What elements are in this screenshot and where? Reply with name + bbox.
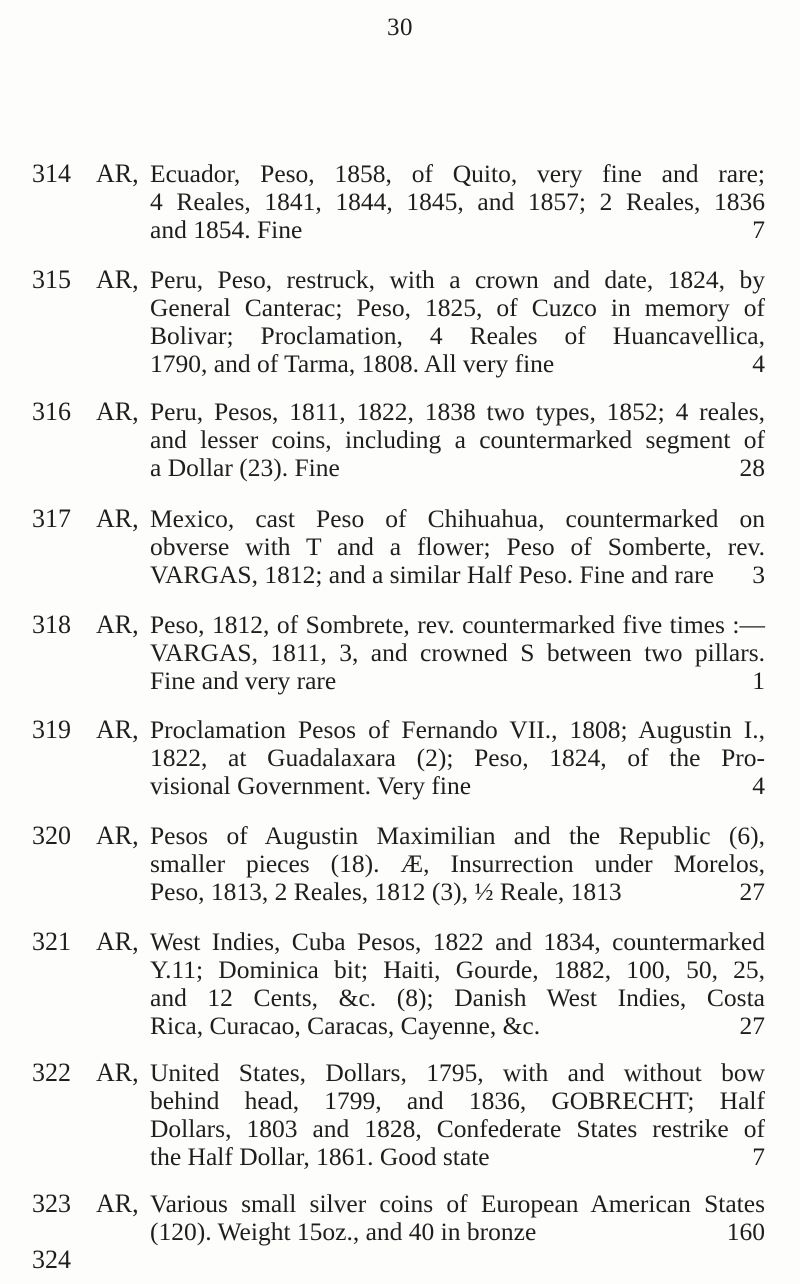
lot-number: 324 — [32, 1245, 71, 1274]
description-line: Peso, 1812, of Sombrete, rev. countermarked five times :— — [150, 610, 765, 639]
description-line: Proclamation Pesos of Fernando VII., 1808; Augustin I., — [150, 715, 765, 744]
description-text: Fine and very rare — [150, 666, 337, 695]
description-line: Ecuador, Peso, 1858, of Quito, very fine and rare; — [150, 159, 765, 188]
lot-description — [150, 928, 765, 1040]
lot-description — [150, 1190, 765, 1246]
lot-number: 323 — [32, 1189, 71, 1218]
description-last-line — [150, 1143, 765, 1171]
description-text: a Dollar (23). Fine — [150, 453, 340, 482]
lot-price: 1 — [752, 666, 765, 695]
description-line: Peru, Peso, restruck, with a crown and date, 1824, by — [150, 265, 765, 294]
description-last-line — [150, 1012, 765, 1040]
lot-number: 316 — [32, 397, 71, 426]
lot-price: 27 — [739, 877, 765, 906]
lot-number: 314 — [32, 159, 71, 188]
metal-mark: AR, — [96, 927, 139, 956]
lot-number: 319 — [32, 715, 71, 744]
lot-description — [150, 266, 765, 378]
description-last-line — [150, 878, 765, 906]
lot-price: 7 — [752, 1142, 765, 1171]
lot-price: 7 — [752, 215, 765, 244]
description-line: Various small silver coins of European American States — [150, 1189, 765, 1218]
description-line: Y.11; Dominica bit; Haiti, Gourde, 1882, 100, 50, 25, — [150, 955, 765, 984]
description-last-line — [150, 350, 765, 378]
description-last-line — [150, 667, 765, 695]
description-line: smaller pieces (18). Æ, Insurrection under Morelos, — [150, 849, 765, 878]
lot-price: 28 — [739, 453, 765, 482]
description-last-line — [150, 772, 765, 800]
metal-mark: AR, — [96, 504, 139, 533]
lot-price: 27 — [739, 1011, 765, 1040]
description-line: General Canterac; Peso, 1825, of Cuzco in memory of — [150, 293, 765, 322]
description-last-line — [150, 454, 765, 482]
description-line: Dollars, 1803 and 1828, Confederate States restrike of — [150, 1114, 765, 1143]
metal-mark: AR, — [96, 265, 139, 294]
description-line: and 12 Cents, &c. (8); Danish West Indies, Costa — [150, 983, 765, 1012]
description-line: Bolivar; Proclamation, 4 Reales of Huancavellica, — [150, 321, 765, 350]
lot-price: 160 — [726, 1217, 765, 1246]
description-line: VARGAS, 1811, 3, and crowned S between two pillars. — [150, 638, 765, 667]
lot-description — [150, 716, 765, 800]
description-text: the Half Dollar, 1861. Good state — [150, 1142, 490, 1171]
lot-number: 317 — [32, 504, 71, 533]
lot-description — [150, 822, 765, 906]
lot-description — [150, 160, 765, 244]
description-text: Rica, Curacao, Caracas, Cayenne, &c. — [150, 1011, 541, 1040]
metal-mark: AR, — [96, 397, 139, 426]
description-line: Peru, Pesos, 1811, 1822, 1838 two types, 1852; 4 reales, — [150, 397, 765, 426]
metal-mark: AR, — [96, 610, 139, 639]
description-text: visional Government. Very fine — [150, 771, 472, 800]
metal-mark: AR, — [96, 159, 139, 188]
description-line: Mexico, cast Peso of Chihuahua, countermarked on — [150, 504, 765, 533]
lot-description — [150, 611, 765, 695]
description-last-line — [150, 216, 765, 244]
description-text: (120). Weight 15oz., and 40 in bronze — [150, 1217, 537, 1246]
lot-description — [150, 398, 765, 482]
metal-mark: AR, — [96, 821, 139, 850]
description-line: and lesser coins, including a countermarked segment of — [150, 425, 765, 454]
metal-mark: AR, — [96, 715, 139, 744]
description-line: behind head, 1799, and 1836, GOBRECHT; Half — [150, 1086, 765, 1115]
lot-price: 4 — [752, 771, 765, 800]
lot-number: 320 — [32, 821, 71, 850]
description-line: 1822, at Guadalaxara (2); Peso, 1824, of the Pro- — [150, 743, 765, 772]
description-line: obverse with T and a flower; Peso of Somberte, rev. — [150, 532, 765, 561]
lot-description — [150, 505, 765, 589]
description-text: and 1854. Fine — [150, 215, 303, 244]
description-last-line — [150, 561, 765, 589]
description-text: 1790, and of Tarma, 1808. All very fine — [150, 349, 555, 378]
page-number: 30 — [387, 14, 413, 41]
description-text: Peso, 1813, 2 Reales, 1812 (3), ½ Reale, 1813 — [150, 877, 622, 906]
lot-number: 321 — [32, 927, 71, 956]
lot-description — [150, 1059, 765, 1171]
description-line: West Indies, Cuba Pesos, 1822 and 1834, countermarked — [150, 927, 765, 956]
description-line: Pesos of Augustin Maximilian and the Republic (6), — [150, 821, 765, 850]
description-text: VARGAS, 1812; and a similar Half Peso. Fine and rare — [150, 560, 714, 589]
description-line: United States, Dollars, 1795, with and without bow — [150, 1058, 765, 1087]
metal-mark: AR, — [96, 1058, 139, 1087]
lot-price: 3 — [752, 560, 765, 589]
lot-price: 4 — [752, 349, 765, 378]
description-line: 4 Reales, 1841, 1844, 1845, and 1857; 2 Reales, 1836 — [150, 187, 765, 216]
lot-number: 322 — [32, 1058, 71, 1087]
lot-number: 315 — [32, 265, 71, 294]
metal-mark: AR, — [96, 1189, 139, 1218]
lot-number: 318 — [32, 610, 71, 639]
description-last-line — [150, 1218, 765, 1246]
